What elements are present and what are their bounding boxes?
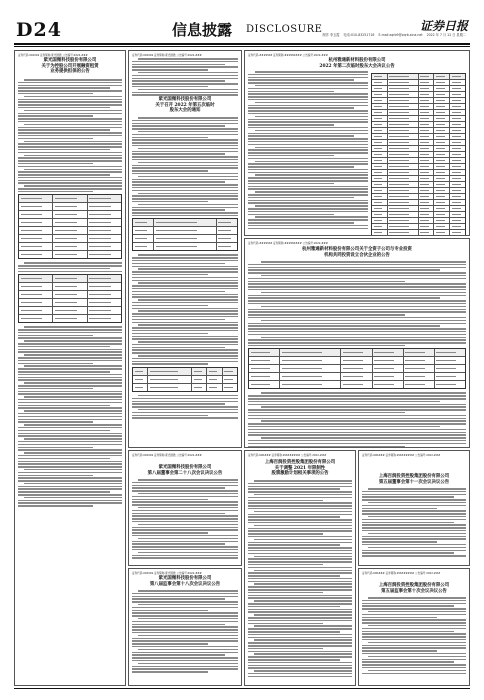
vote-table bbox=[132, 367, 238, 392]
announcement-code: 证券代码:600### 证券简称:######## 公告编号:2022-### bbox=[362, 454, 441, 457]
announcement-body bbox=[362, 597, 466, 683]
masthead-rule bbox=[14, 43, 470, 45]
announcement-board-meeting bbox=[358, 450, 470, 566]
editor-credit: 制作 李玉霞 bbox=[322, 33, 340, 37]
announcement-code: 证券代码:###### 证券简称:######## 公告编号:2022-### bbox=[248, 242, 328, 245]
announcement-supervisory-resolution bbox=[128, 568, 242, 686]
section-title: 信息披露 bbox=[172, 21, 233, 39]
announcement-title: 紫光国微科技股份有限公司 关于召开 2022 年第五次临时 股东大会的通知 bbox=[155, 97, 215, 114]
announcement-title: 上海百润投资控股集团股份有限公司 第五届董事会第十一次会议决议公告 bbox=[378, 474, 450, 485]
announcement-joint-investment bbox=[244, 238, 470, 448]
announcement-supervisory-meeting bbox=[358, 568, 470, 686]
masthead-meta bbox=[320, 32, 466, 37]
announcement-code: 证券代码:600### 证券简称:######## 公告编号:2022-### bbox=[248, 454, 327, 457]
announcement-restricted-stock bbox=[244, 450, 356, 686]
announcement-code: 证券代码:002049 证券简称:紫光国微 公告编号:2022-### bbox=[132, 572, 202, 575]
announcement-title: 紫光国微科技股份有限公司 第八届监事会第十八次会议决议公告 bbox=[149, 576, 221, 587]
partners-table bbox=[248, 348, 466, 389]
section-title-english: DISCLOSURE bbox=[246, 24, 323, 35]
announcement-meeting-resolution bbox=[244, 50, 470, 236]
email-address: E-mail:zqrb9@zqrb.sina.net bbox=[378, 33, 423, 37]
announcement-shareholder-meeting bbox=[128, 50, 242, 448]
announcement-title: 杭州雅通新材料股份有限公司 2022 年第二次临时股东大会决议公告 bbox=[319, 58, 395, 69]
announcement-code: 证券代码:600### 证券简称:######## 公告编号:2022-### bbox=[362, 572, 441, 575]
masthead bbox=[14, 19, 470, 43]
announcement-title: 上海百润投资控股集团股份有限公司 关于调整 2021 年限制性 股票激励计划相关事项的公告 bbox=[264, 460, 336, 477]
announcement-vote-table-area bbox=[371, 71, 466, 233]
announcement-title: 杭州雅通新材料股份有限公司关于全资子公司与专业投资 机构共同投资设立合伙企业的公告 bbox=[302, 247, 412, 258]
announcement-body bbox=[132, 590, 238, 683]
announcement-title: 紫光国微科技股份有限公司 第八届董事会第二十八次会议决议公告 bbox=[147, 465, 223, 476]
announcement-body-left bbox=[248, 71, 368, 233]
announcement-body bbox=[362, 488, 466, 563]
masthead-rule-thin bbox=[14, 46, 470, 47]
announcement-code: 证券代码:002049 证券简称:紫光国微 公告编号:2022-### bbox=[18, 54, 88, 57]
announcement-code: 证券代码:002049 证券简称:紫光国微 公告编号:2022-### bbox=[132, 54, 202, 57]
announcement-title: 上海百润投资控股集团股份有限公司 第五届监事会第十次会议决议公告 bbox=[378, 583, 450, 594]
announcement-code: 证券代码:###### 证券简称:######## 公告编号:2022-### bbox=[248, 54, 328, 57]
announcement-code: 证券代码:002049 证券简称:紫光国微 公告编号:2022-### bbox=[132, 454, 202, 457]
announcement-body bbox=[248, 261, 466, 445]
announcement-board-resolution bbox=[128, 450, 242, 566]
announcement-body bbox=[18, 79, 122, 683]
proposal-table bbox=[132, 218, 238, 251]
newspaper-logo: 证券日报 bbox=[419, 19, 468, 33]
announcement-body bbox=[248, 480, 352, 683]
page-number: D24 bbox=[16, 19, 62, 41]
announcement-body bbox=[132, 479, 238, 563]
announcement-title: 紫光国微科技股份有限公司 关于为控股公司开展融资租赁 业务提供担保的公告 bbox=[41, 58, 99, 75]
footer-rule bbox=[14, 688, 470, 689]
issue-date: 2022 年 7 月 12 日 星期二 bbox=[426, 33, 466, 37]
announcement-body bbox=[132, 117, 238, 445]
financial-table bbox=[18, 274, 122, 323]
vote-results-table bbox=[371, 73, 466, 236]
announcement-guarantee bbox=[14, 50, 126, 686]
phone-number: 电话:010-83251716 bbox=[343, 33, 375, 37]
guarantee-table bbox=[18, 194, 122, 259]
announcement-body-top bbox=[132, 58, 238, 96]
